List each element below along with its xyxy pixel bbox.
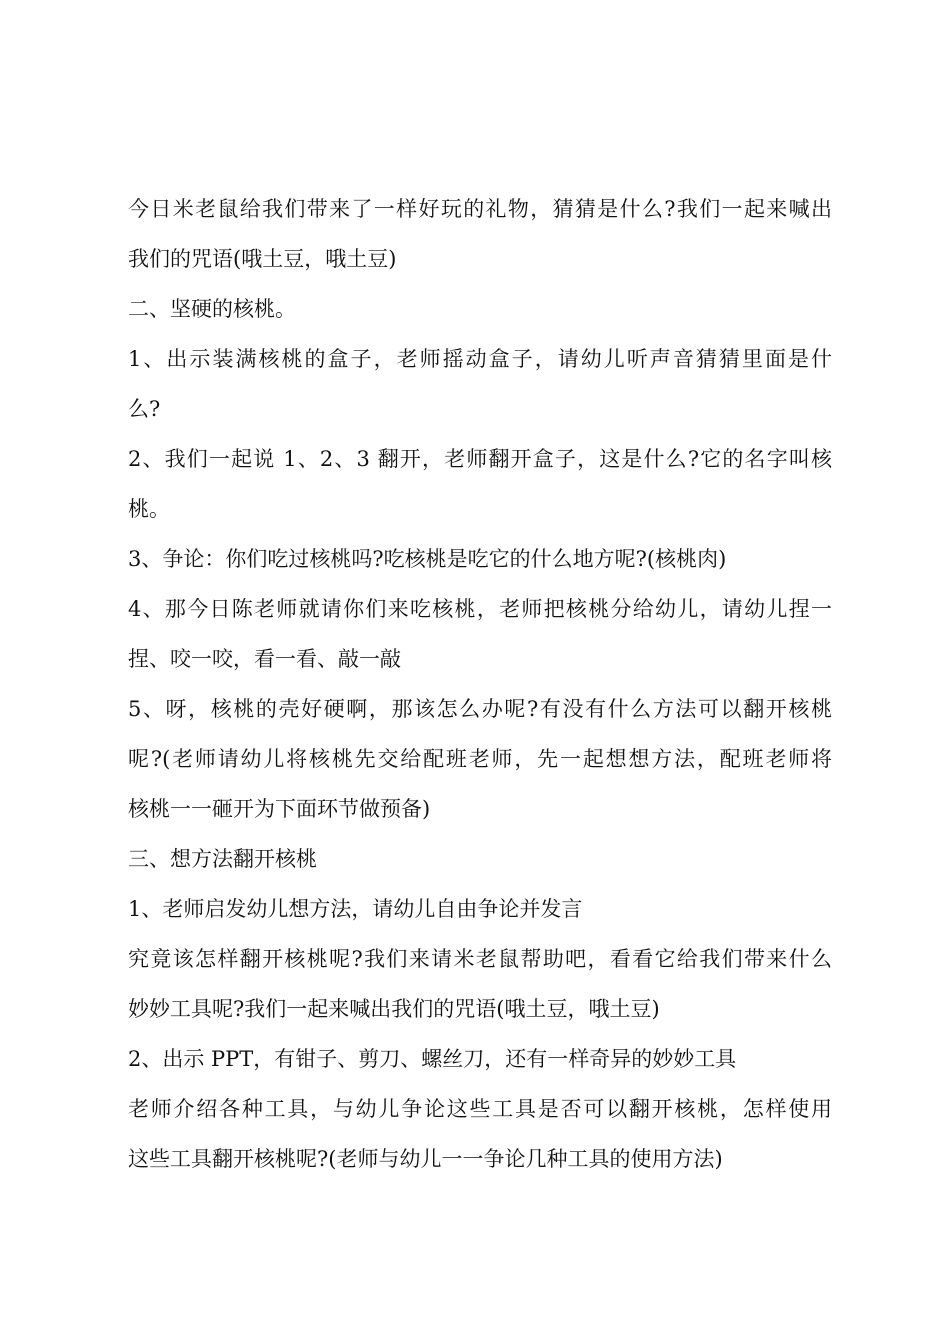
text-line: 桃。 [128, 497, 170, 521]
text-line: 3、争论：你们吃过核桃吗?吃核桃是吃它的什么地方呢?(核桃肉) [128, 547, 727, 571]
text-line: 2、我们一起说 1、2、3 翻开，老师翻开盒子，这是什么?它的名字叫核 [128, 447, 832, 471]
text-line: 核桃一一砸开为下面环节做预备) [128, 797, 431, 821]
text-line: 我们的咒语(哦土豆，哦土豆) [128, 247, 397, 271]
text-line: 老师介绍各种工具，与幼儿争论这些工具是否可以翻开核桃，怎样使用 [128, 1097, 832, 1121]
text-line: 2、出示 PPT，有钳子、剪刀、螺丝刀，还有一样奇异的妙妙工具 [128, 1047, 737, 1071]
text-line: 呢?(老师请幼儿将核桃先交给配班老师，先一起想想方法，配班老师将 [128, 747, 832, 771]
text-line: 1、老师启发幼儿想方法，请幼儿自由争论并发言 [128, 897, 583, 921]
text-line: 捏、咬一咬，看一看、敲一敲 [128, 647, 401, 671]
text-line: 这些工具翻开核桃呢?(老师与幼儿一一争论几种工具的使用方法) [128, 1147, 723, 1171]
document-body [128, 184, 832, 1184]
text-line: 三、想方法翻开核桃 [128, 847, 317, 871]
text-line: 究竟该怎样翻开核桃呢?我们来请米老鼠帮助吧，看看它给我们带来什么 [128, 947, 832, 971]
text-line: 4、那今日陈老师就请你们来吃核桃，老师把核桃分给幼儿，请幼儿捏一 [128, 597, 832, 621]
text-line: 么? [128, 397, 161, 421]
text-line: 二、坚硬的核桃。 [128, 297, 296, 321]
text-line: 今日米老鼠给我们带来了一样好玩的礼物，猜猜是什么?我们一起来喊出 [128, 197, 832, 221]
text-line: 5、呀，核桃的壳好硬啊，那该怎么办呢?有没有什么方法可以翻开核桃 [128, 697, 832, 721]
text-line: 妙妙工具呢?我们一起来喊出我们的咒语(哦土豆，哦土豆) [128, 997, 660, 1021]
text-line: 1、出示装满核桃的盒子，老师摇动盒子，请幼儿听声音猜猜里面是什 [128, 347, 832, 371]
